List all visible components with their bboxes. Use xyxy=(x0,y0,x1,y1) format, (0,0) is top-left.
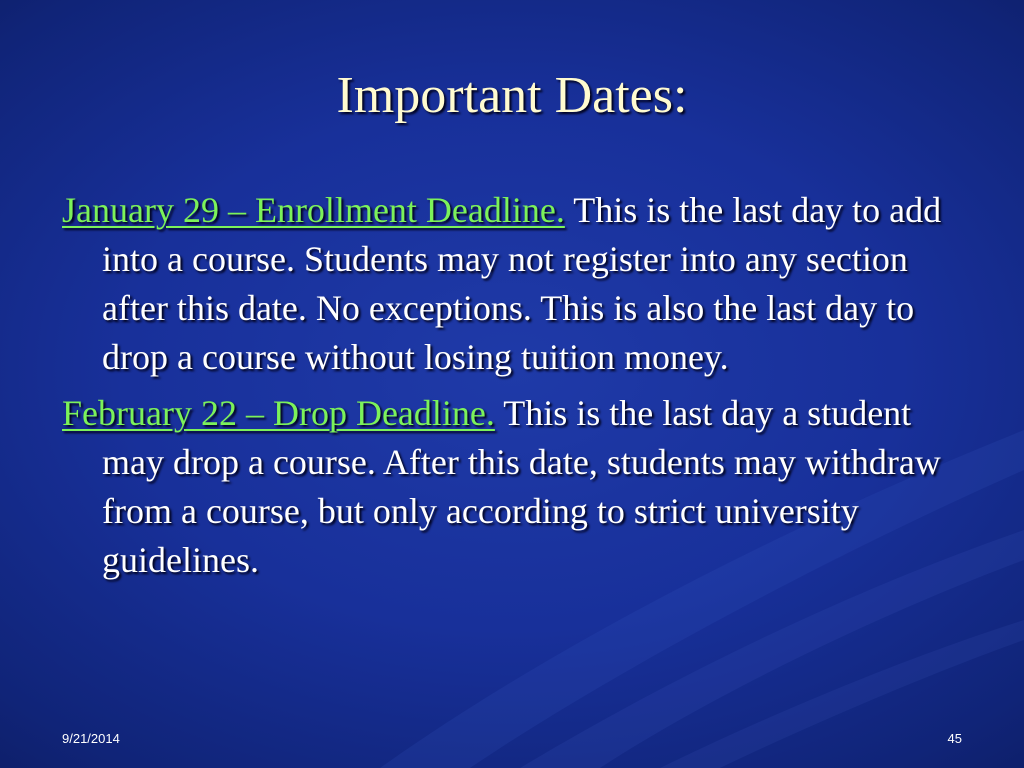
footer-page-number: 45 xyxy=(947,731,962,746)
slide-title: Important Dates: xyxy=(336,67,688,124)
drop-deadline-heading: February 22 – Drop Deadline. xyxy=(62,393,495,433)
list-item-drop-deadline xyxy=(62,389,962,585)
slide-body-list xyxy=(62,186,962,592)
enrollment-deadline-text: This is the last day to add into a course. Students may not register into any section after this date. No exceptions. This is also the last day to drop a course without losing tuition money. xyxy=(102,190,942,377)
enrollment-deadline-heading: January 29 – Enrollment Deadline. xyxy=(62,190,565,230)
footer-date: 9/21/2014 xyxy=(62,731,120,746)
drop-deadline-text: This is the last day a student may drop a course. After this date, students may withdraw from a course, but only according to strict university guidelines. xyxy=(102,393,941,580)
list-item-enrollment-deadline xyxy=(62,186,962,382)
